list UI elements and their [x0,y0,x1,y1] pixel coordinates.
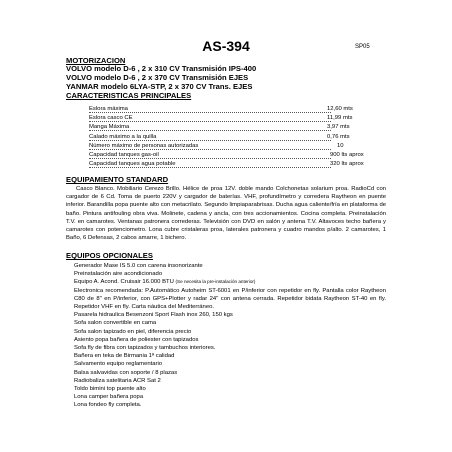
list-item: Balsa salvavidas con soporte / 8 plazas [74,369,178,376]
list-item: Bañera en teka de Birmania 1ª calidad [74,353,175,360]
list-item: Sofa salon convertible en cama [74,320,157,327]
document-code: SP05 [355,44,370,50]
spec-label: Capacidad tanques agua potable [89,161,176,168]
spec-row [89,106,389,115]
list-item: Salvamento equipo reglamentario [74,361,163,368]
optional-equipment-list [74,262,404,410]
spec-row [89,124,389,133]
engine-option-2: VOLVO modelo D-6 , 2 x 370 CV Transmisión EJES [66,73,249,82]
spec-label: Eslora casco CE [89,115,133,122]
spec-row [89,152,389,161]
motorizacion-heading: MOTORIZACION [66,56,126,65]
list-item: Generador Mase IS 5.0 con carena insonorizante [74,263,203,269]
list-item: Sofa fly de fibra con tapizados y tambuchos interiores. [74,345,216,352]
list-item: Asiento popa bañera de poliester con tapizados [74,336,199,343]
list-item-note: (Se necesita la pre-instalación anterior) [175,279,256,285]
engine-option-3: YANMAR modelo 6LYA-STP, 2 x 370 CV Trans. EJES [66,82,253,91]
equipamiento-heading: EQUIPAMIENTO STANDARD [66,175,169,184]
spec-row [89,115,389,124]
list-item: Radiobaliza satelitaria ACR Sat 2 [74,377,161,384]
list-item: Pasarela hidraulica Besenzoni Sport Flash inox 260, 150 kgs [74,312,233,319]
list-item: Preinstalación aire acondicionado [74,271,163,278]
caracteristicas-heading: CARACTERISTICAS PRINCIPALES [66,91,192,100]
spec-row [89,161,389,170]
spec-value: 3,97 mts [327,124,350,131]
spec-value: 12,60 mts [327,106,353,112]
spec-row [89,143,389,152]
spec-label: Calado máximo a la quilla [89,133,157,140]
spec-list [89,106,389,170]
spec-value: 10 [337,142,344,149]
list-item: Sofa salon tapizado en piel, diferencia precio [74,328,192,335]
spec-label: Manga Máxima [89,124,130,131]
spec-value: 320 lts aprox [330,161,364,168]
spec-value: 900 lts aprox [330,151,364,158]
spec-value: 11,99 mts [327,115,353,122]
document-title: AS-394 [202,38,250,54]
spec-value: 0,76 mts [327,133,350,140]
spec-label: Número máximo de personas autorizadas [89,142,199,149]
list-item: Toldo bimini top puente alto [74,386,146,393]
list-item: Lona camper bañera popa [74,394,144,401]
equipamiento-text: Casco Blanco. Mobiliario Cerezo Brillo. Hélice de proa 12V. doble mando Colchonetas solarium proa. RadioCd con cargador de 6 Cd. Toma de puerto 220V y cargador de baterías. VHF, profundímetro y corredera Raytheon en puente inferior. Barandilla popa puente alto con metacrilato. Segundo limpiaparabrisas. Ducha agua caliente/fría en plataforma de baño. Pintura antifouling obra viva. Molinete, cadena y ancla, con tres accionamientos. Cocina completa. Preinstalación T.V. en camarotes. Ventanas patronera correderas. Televisión con DVD en salón y antena T.V. Altavoces techo bañera y camarotes con potenciometro. Lona cubre cristaleras proa, laterales patronera y cuadro mandos p/alto. 2 camarotes, 1 Baño, 6 Defensas, 2 cabos amarre, 1 bichero. [66,186,386,242]
spec-label: Capacidad tanques gas-oil [89,151,159,158]
list-item: Electronica recomendada: P.Automático Autoheim ST-6001 en P/inferior con repetidor en fly. Pantalla color Raytheon C80 de 8" en P/inferior, con GPS+Plotter y radar 24" con antena cerrada. Repetidor bidata Raytheon ST-40 en fly. Repetidor VHF en fly. Carta náutica del Mediterráneo. [74,287,386,311]
opcionales-heading: EQUIPOS OPCIONALES [66,251,153,260]
engine-option-1: VOLVO modelo D-6 , 2 x 310 CV Transmisión IPS-400 [66,64,257,73]
list-item: Lona fondeo fly completa. [74,402,142,409]
spec-row [89,134,389,143]
list-item: Equipo A. Acond. Cruisair 16.000 BTU (Se necesita la pre-instalación anterior) [74,279,256,286]
spec-label: Eslora máxima [89,106,128,112]
